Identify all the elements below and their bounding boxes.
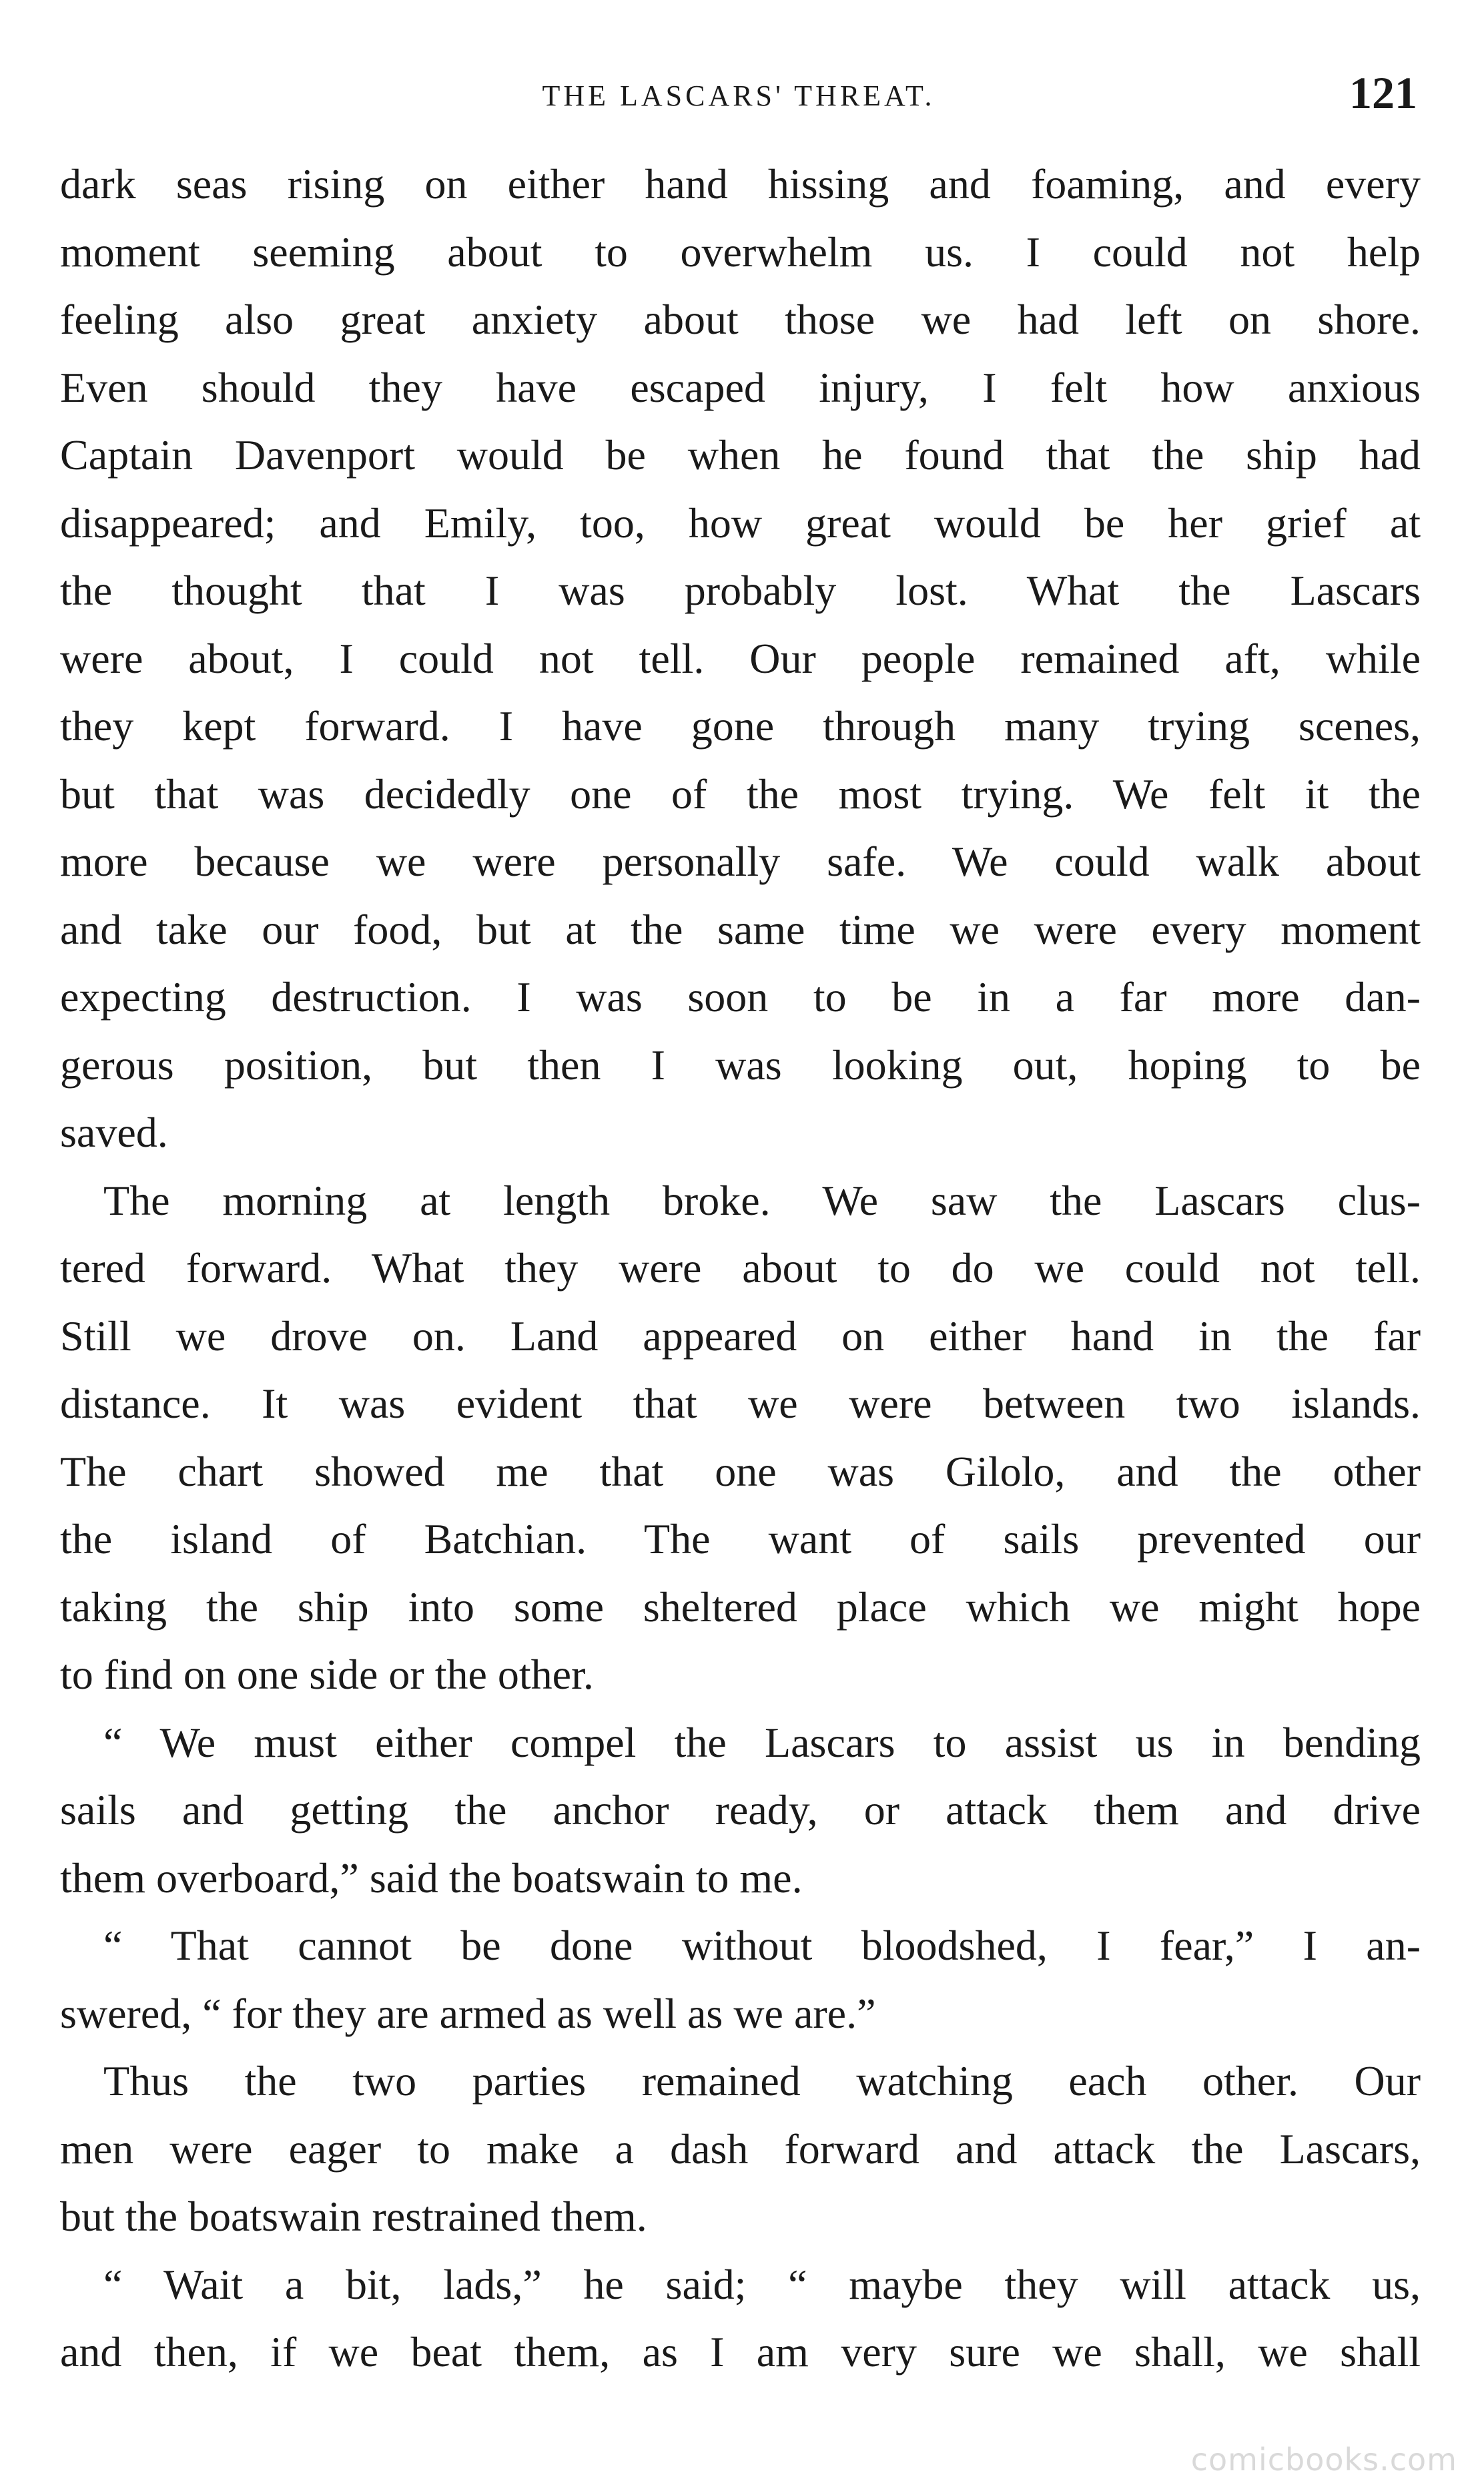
text-line: more because we were personally safe. We could walk about [60, 838, 1421, 885]
running-head [60, 67, 1417, 147]
text-line: “ Wait a bit, lads,” he said; “ maybe they will attack us, [103, 2260, 1421, 2308]
text-line: The chart showed me that one was Gilolo, and the other [60, 1447, 1421, 1495]
text-line: disappeared; and Emily, too, how great would be her grief at [60, 499, 1421, 547]
text-line: them overboard,” said the boatswain to me. [60, 1854, 803, 1902]
text-line: men were eager to make a dash forward and attack the Lascars, [60, 2125, 1421, 2173]
text-line: tered forward. What they were about to do we could not tell. [60, 1244, 1421, 1292]
running-title: THE LASCARS' THREAT. [542, 79, 936, 112]
text-line: swered, “ for they are armed as well as we are.” [60, 1989, 876, 2037]
text-line: the thought that I was probably lost. What the Lascars [60, 567, 1421, 614]
text-line: Captain Davenport would be when he found that the ship had [60, 431, 1421, 479]
text-line: dark seas rising on either hand hissing and foaming, and every [60, 160, 1421, 208]
watermark: comicbooks.com [1190, 2442, 1457, 2478]
text-line: but the boatswain restrained them. [60, 2193, 647, 2240]
text-line: Thus the two parties remained watching each other. Our [103, 2057, 1421, 2105]
text-line: were about, I could not tell. Our people remained aft, while [60, 634, 1421, 682]
text-line: distance. It was evident that we were between two islands. [60, 1380, 1421, 1427]
text-line: Even should they have escaped injury, I felt how anxious [60, 363, 1421, 411]
text-line: feeling also great anxiety about those we had left on shore. [60, 296, 1421, 343]
text-line: but that was decidedly one of the most trying. We felt it the [60, 770, 1421, 818]
text-line: and then, if we beat them, as I am very sure we shall, we shall [60, 2328, 1421, 2376]
text-line: The morning at length broke. We saw the Lascars clus- [103, 1176, 1421, 1224]
text-line: Still we drove on. Land appeared on either hand in the far [60, 1312, 1421, 1360]
text-line: taking the ship into some sheltered place which we might hope [60, 1583, 1421, 1631]
text-line: expecting destruction. I was soon to be in a far more dan- [60, 973, 1421, 1021]
text-line: to find on one side or the other. [60, 1651, 594, 1698]
text-line: saved. [60, 1109, 168, 1156]
text-line: they kept forward. I have gone through many trying scenes, [60, 702, 1421, 750]
text-line: “ We must either compel the Lascars to assist us in bending [103, 1718, 1421, 1766]
text-line: gerous position, but then I was looking out, hoping to be [60, 1041, 1421, 1089]
text-line: sails and getting the anchor ready, or attack them and drive [60, 1786, 1421, 1834]
body-text [60, 150, 1421, 2386]
text-line: moment seeming about to overwhelm us. I could not help [60, 228, 1421, 276]
text-line: the island of Batchian. The want of sails prevented our [60, 1515, 1421, 1563]
page-number: 121 [1349, 67, 1417, 118]
text-line: and take our food, but at the same time we were every moment [60, 905, 1421, 953]
text-line: “ That cannot be done without bloodshed, I fear,” I an- [103, 1922, 1421, 1969]
